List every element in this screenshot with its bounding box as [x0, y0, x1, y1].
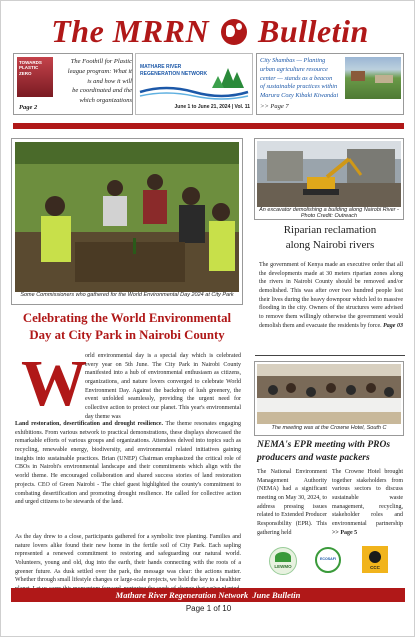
lead-body-bold: Land restoration, desertification and drought resilience. [15, 421, 163, 427]
riparian-body-text: The government of Kenya made an executive order that all the developments made at 30 meters riparian zones along the rivers in Nairobi County should be removed and/or demolished. This was after over two hundred people lost their lives during the heavy downpour which led to massive flooding in the city. Owners of the structures were advised to remove them willingly otherwise the government would demolish them and evacuate the residents by force. [259, 262, 403, 329]
lead-headline-line: Day at City Park in Nairobi County [29, 327, 225, 342]
header-divider [13, 123, 404, 129]
lead-body-intro: orld environmental day is a special day which is celebrated every year on 5th June. The City Park in Nairobi County manifested into a hub of environmental enthusiasm as citizens, organizations, and nature lovers converged to celebrate World Environment Day. Against the backdrop of lush greenery, the event unfolded seamlessly, providing the urgent need for collective action to protect our planet. This year's environmental day theme was [85, 353, 241, 420]
plastic-cover-thumbnail [17, 57, 53, 97]
tree-planting-photo [15, 142, 239, 292]
nema-body-col1: The National Environment Management Authority (NEMA) had a significant meeting on May 30, 2024, to address pressing issues related to Extended Producer Responsibility (EPR). This gathering held [257, 469, 327, 536]
lead-body-main [15, 420, 241, 530]
lead-headline [11, 310, 243, 343]
riparian-page-ref[interactable]: Page 03 [383, 322, 403, 329]
network-logo-text [140, 64, 216, 77]
teaser-right-page-ref: >> Page 7 [260, 103, 289, 110]
nema-headline [257, 439, 407, 465]
lead-body-rest: The theme resonates engaging exhibitions. From various network to practical demonstrations, these displays showcased the remarkable efforts of various groups and organizations. Attendees delved into topics such as recycling, renewable energy, biodiversity, and environmental related initiatives gaining insights into sustainable practices. Brian (UNEP) Chairman emphasized the critical role of CBOs in Nairobi's environmental landscape and their commitments which align with the world theme. He encouraged collaboration and shared success stories of land restoration projects. CEO of Green Nairobi - The chief guest highlighted the county's commitment to combating desertification and promoting drought resilience. He called for collective action and urged citizens to be stewards of the land. [15, 421, 241, 506]
teaser-right-line: of sustainable practices within [260, 83, 338, 91]
thumbnail-text: TOWARDS PLASTIC ZERO [19, 60, 42, 76]
masthead-title [15, 13, 405, 50]
globe-icon [221, 19, 247, 45]
riparian-headline-line: along Nairobi rivers [285, 238, 375, 251]
riparian-divider [255, 355, 405, 356]
conference-photo [257, 364, 401, 424]
footer-banner [11, 588, 405, 602]
ccc-logo [362, 546, 388, 573]
teaser-left-text [56, 57, 132, 106]
teaser-left-line: league program: What it [67, 67, 132, 75]
river-trees-logo-icon [136, 54, 252, 102]
teaser-right-line: Marura Cozy Kibaki Kiwandai [260, 92, 339, 100]
teaser-left-line: which organizations [79, 97, 132, 104]
teaser-right-line: City Shambas — Planting [260, 57, 326, 64]
page-number: Page 1 of 10 [185, 604, 232, 613]
masthead-title-right: Bulletin [258, 13, 369, 49]
nema-photo-caption: The meeting was at the Crowne Hotel, South C [271, 425, 387, 431]
nema-headline-line: NEMA's EPR meeting with PROs [257, 440, 391, 450]
lead-body-end: As the day drew to a close, participants gathered for a symbolic tree planting. Families and nature lovers alike found their new home in the fertile soil of City Park. Each sapling represented a renewed commitment to restoring and safeguarding our natural world. Volunteers, young and old, dug into the earth, their hands connecting with the roots of a greener future. As dusk settled over the park, the message was clear: the actions matter. Whether through small lifestyle changes or large-scale projects, we hold the key to a healthier [15, 534, 241, 584]
masthead-title-left: The MRRN [51, 13, 210, 49]
issue-date: June 1 to June 21, 2024 | Vol. 11 [174, 104, 250, 110]
network-logo-box [135, 53, 253, 115]
teaser-left-line: The Foothill for Plastic [70, 58, 132, 65]
nema-body-col2-text: The Crowne Hotel brought together stakeholders from various sectors to discuss sustainable waste management, recycling, stakeholder roles and environmental partnership [332, 469, 403, 528]
ecosafi-logo [315, 547, 341, 573]
teaser-right-line: center — stands as a beacon [260, 74, 333, 82]
lewmo-logo-text: LEWMO [274, 564, 292, 569]
teaser-left-line: be coordinated and the [72, 87, 132, 95]
excavator-photo [257, 141, 401, 207]
ccc-logo-text: CCC [370, 565, 380, 570]
lead-photo-caption: Some Commissioners who gathered for the World Environmental Day 2024 at City Park [20, 292, 234, 298]
teaser-right-text [260, 57, 342, 101]
teaser-left-box[interactable] [13, 53, 133, 115]
shamba-photo [345, 57, 401, 99]
riparian-body [259, 261, 403, 351]
ecosafi-logo-text: ECOSAFI [320, 557, 336, 561]
lead-headline-line: Celebrating the World Environmental [22, 311, 232, 325]
nema-body-col2 [332, 468, 403, 538]
riparian-headline [255, 223, 405, 253]
nema-page-ref[interactable]: >> Page 5 [332, 529, 358, 536]
teaser-right-line: urban agriculture resource [260, 65, 328, 73]
riparian-photo-caption: An excavator demolishing a building along Nairobi River - Photo Credit: Outreach [259, 207, 399, 219]
footer-banner-text: Mathare River Regeneration Network June Bulletin [115, 590, 301, 600]
teaser-left-page-ref: Page 2 [19, 104, 38, 111]
network-logo-line: REGENERATION NETWORK [140, 70, 208, 77]
teaser-left-line: is and how it will [87, 77, 132, 85]
lead-dropcap: W [21, 347, 87, 420]
nema-photo-frame [254, 361, 404, 436]
lewmo-logo [269, 547, 297, 575]
riparian-photo-frame [254, 138, 404, 220]
lead-photo-frame [11, 138, 243, 305]
riparian-headline-line: Riparian reclamation [283, 224, 377, 236]
nema-headline-line: producers and waste packers [257, 452, 370, 463]
teaser-right-box[interactable] [256, 53, 404, 115]
network-logo-line: MATHARE RIVER [140, 64, 182, 70]
